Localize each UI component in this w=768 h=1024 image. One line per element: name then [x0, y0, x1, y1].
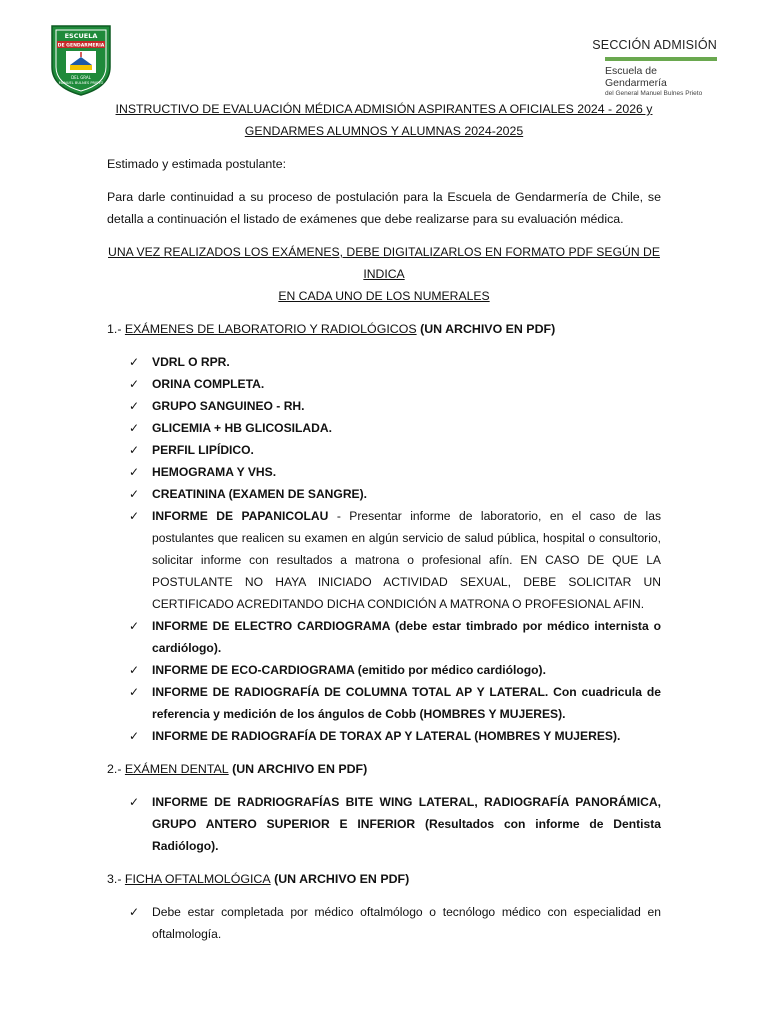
section-2-list: [107, 791, 661, 857]
institution-subname: del General Manuel Bulnes Prieto: [605, 90, 703, 97]
check-icon: ✓: [129, 905, 140, 919]
section-admision-label: SECCIÓN ADMISIÓN: [592, 38, 717, 52]
escuela-gendarmeria-logo: [46, 23, 116, 97]
list-item: ✓ HEMOGRAMA Y VHS.: [107, 461, 661, 483]
svg-text:DE GENDARMERIA: DE GENDARMERIA: [57, 43, 105, 49]
check-icon: ✓: [129, 465, 140, 479]
svg-text:DEL GRAL: DEL GRAL: [71, 75, 91, 80]
pdf-notice: UNA VEZ REALIZADOS LOS EXÁMENES, DEBE DIGITALIZARLOS EN FORMATO PDF SEGÚN DE INDICA EN CADA UNO DE LOS NUMERALES: [108, 245, 660, 303]
list-item: ✓ GRUPO SANGUINEO - RH.: [107, 395, 661, 417]
check-icon: ✓: [129, 663, 140, 677]
document-title: INSTRUCTIVO DE EVALUACIÓN MÉDICA ADMISIÓN ASPIRANTES A OFICIALES 2024 - 2026 y GENDARMES ALUMNOS Y ALUMNAS 2024-2025: [115, 102, 653, 138]
check-icon: ✓: [129, 729, 140, 743]
section-3-list: [107, 901, 661, 945]
section-2-heading: 2.- EXÁMEN DENTAL (UN ARCHIVO EN PDF): [107, 762, 368, 776]
check-icon: ✓: [129, 685, 140, 699]
greeting: Estimado y estimada postulante:: [107, 157, 287, 171]
section-1-heading: 1.- EXÁMENES DE LABORATORIO Y RADIOLÓGICOS (UN ARCHIVO EN PDF): [107, 322, 556, 336]
check-icon: ✓: [129, 377, 140, 391]
document-body: [107, 98, 661, 945]
header-accent-bar: [605, 57, 717, 61]
section-3-heading: 3.- FICHA OFTALMOLÓGICA (UN ARCHIVO EN PDF): [107, 872, 410, 886]
section-header: [567, 38, 717, 97]
list-item: ✓ INFORME DE ECO-CARDIOGRAMA (emitido por médico cardiólogo).: [107, 659, 661, 681]
check-icon: ✓: [129, 487, 140, 501]
svg-text:ESCUELA: ESCUELA: [64, 32, 98, 40]
institution-name: Escuela de Gendarmería: [605, 65, 667, 89]
check-icon: ✓: [129, 619, 140, 633]
list-item: ✓ INFORME DE PAPANICOLAU - Presentar informe de laboratorio, en el caso de las postulantes que realicen su examen en algún servicio de salud pública, hospital o consultorio, solicitar informe con resultados a matrona o profesional afín. EN CASO DE QUE LA POSTULANTE NO HAYA INICIADO ACTIVIDAD SEXUAL, DEBE SOLICITAR UN CERTIFICADO ACREDITANDO DICHA CONDICIÓN A MATRONA O PROFESIONAL AFIN.: [107, 505, 661, 615]
check-icon: ✓: [129, 355, 140, 369]
section-1-list: [107, 351, 661, 747]
check-icon: ✓: [129, 443, 140, 457]
svg-text:MANUEL BULNES PRIETO: MANUEL BULNES PRIETO: [58, 81, 104, 85]
list-item: ✓ PERFIL LIPÍDICO.: [107, 439, 661, 461]
check-icon: ✓: [129, 795, 140, 809]
list-item: ✓ ORINA COMPLETA.: [107, 373, 661, 395]
check-icon: ✓: [129, 509, 140, 523]
list-item: ✓ VDRL O RPR.: [107, 351, 661, 373]
list-item: ✓ CREATININA (EXAMEN DE SANGRE).: [107, 483, 661, 505]
list-item: ✓ INFORME DE ELECTRO CARDIOGRAMA (debe estar timbrado por médico internista o cardiólogo).: [107, 615, 661, 659]
check-icon: ✓: [129, 399, 140, 413]
list-item: ✓ GLICEMIA + HB GLICOSILADA.: [107, 417, 661, 439]
check-icon: ✓: [129, 421, 140, 435]
intro-paragraph: Para darle continuidad a su proceso de postulación para la Escuela de Gendarmería de Chile, se detalla a continuación el listado de exámenes que debe realizarse para su evaluación médica.: [107, 190, 661, 226]
list-item: ✓ INFORME DE RADIOGRAFÍA DE COLUMNA TOTAL AP Y LATERAL. Con cuadricula de referencia y medición de los ángulos de Cobb (HOMBRES Y MUJERES).: [107, 681, 661, 725]
list-item: ✓ INFORME DE RADRIOGRAFÍAS BITE WING LATERAL, RADIOGRAFÍA PANORÁMICA, GRUPO ANTERO SUPERIOR E INFERIOR (Resultados con informe de Dentista Radiólogo).: [107, 791, 661, 857]
list-item: ✓ Debe estar completada por médico oftalmólogo o tecnólogo médico con especialidad en oftalmología.: [107, 901, 661, 945]
list-item: ✓ INFORME DE RADIOGRAFÍA DE TORAX AP Y LATERAL (HOMBRES Y MUJERES).: [107, 725, 661, 747]
